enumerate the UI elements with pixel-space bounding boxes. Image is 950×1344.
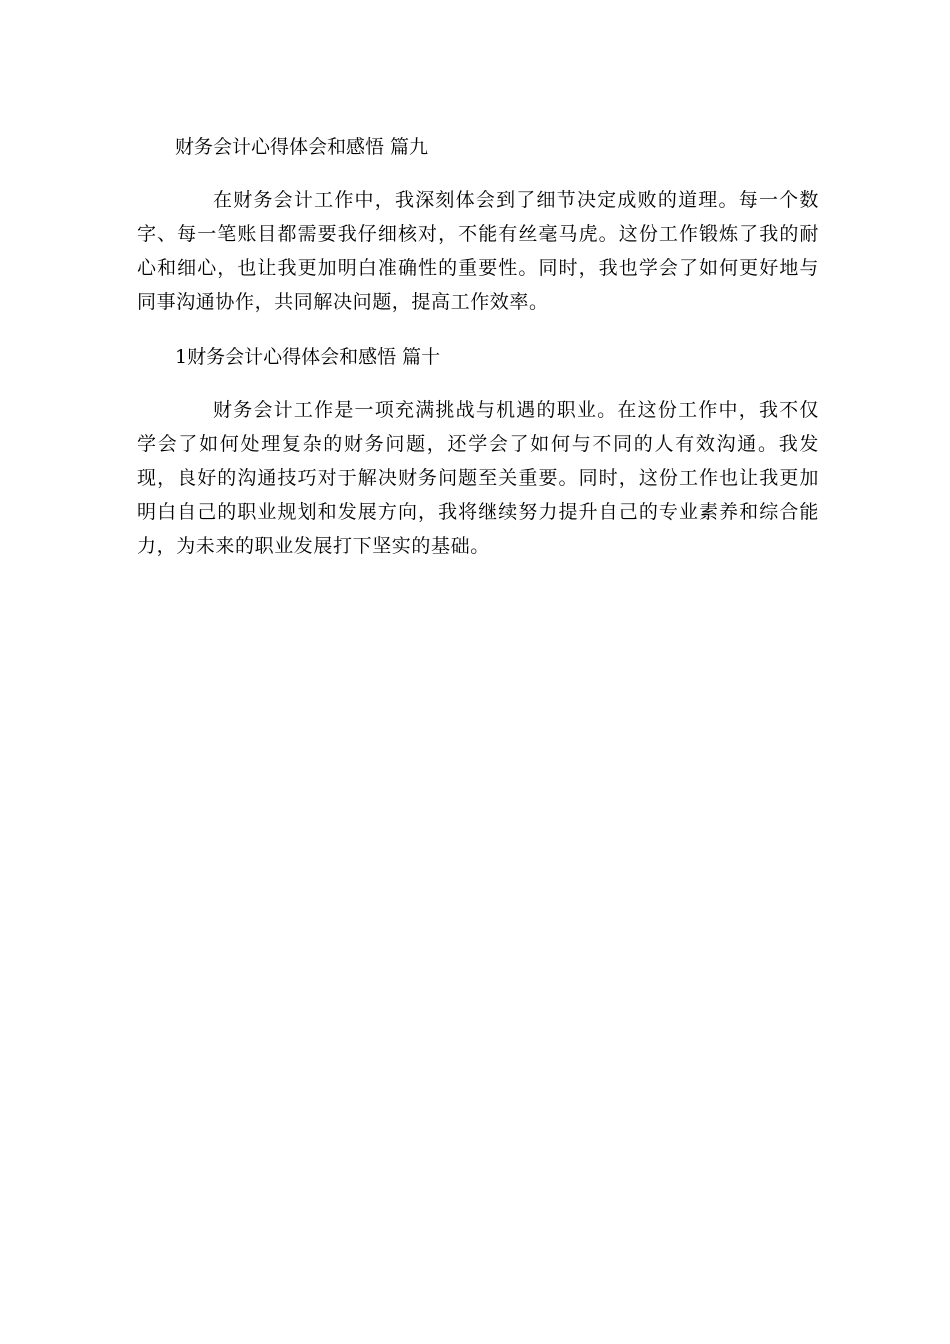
section-body-10: 财务会计工作是一项充满挑战与机遇的职业。在这份工作中，我不仅学会了如何处理复杂的财务问题，还学会了如何与不同的人有效沟通。我发现，良好的沟通技巧对于解决财务问题至关重要。同时，这份工作也让我更加明白自己的职业规划和发展方向，我将继续努力提升自己的专业素养和综合能力，为未来的职业发展打下坚实的基础。 [137,399,819,557]
section-body-9: 在财务会计工作中，我深刻体会到了细节决定成败的道理。每一个数字、每一笔账目都需要我仔细核对，不能有丝毫马虎。这份工作锻炼了我的耐心和细心，也让我更加明白准确性的重要性。同时，我也学会了如何更好地与同事沟通协作，共同解决问题，提高工作效率。 [137,189,819,313]
document-content [137,131,819,585]
section-heading-9: 财务会计心得体会和感悟 篇九 [175,136,429,158]
section-heading-10: 1财务会计心得体会和感悟 篇十 [175,346,441,368]
